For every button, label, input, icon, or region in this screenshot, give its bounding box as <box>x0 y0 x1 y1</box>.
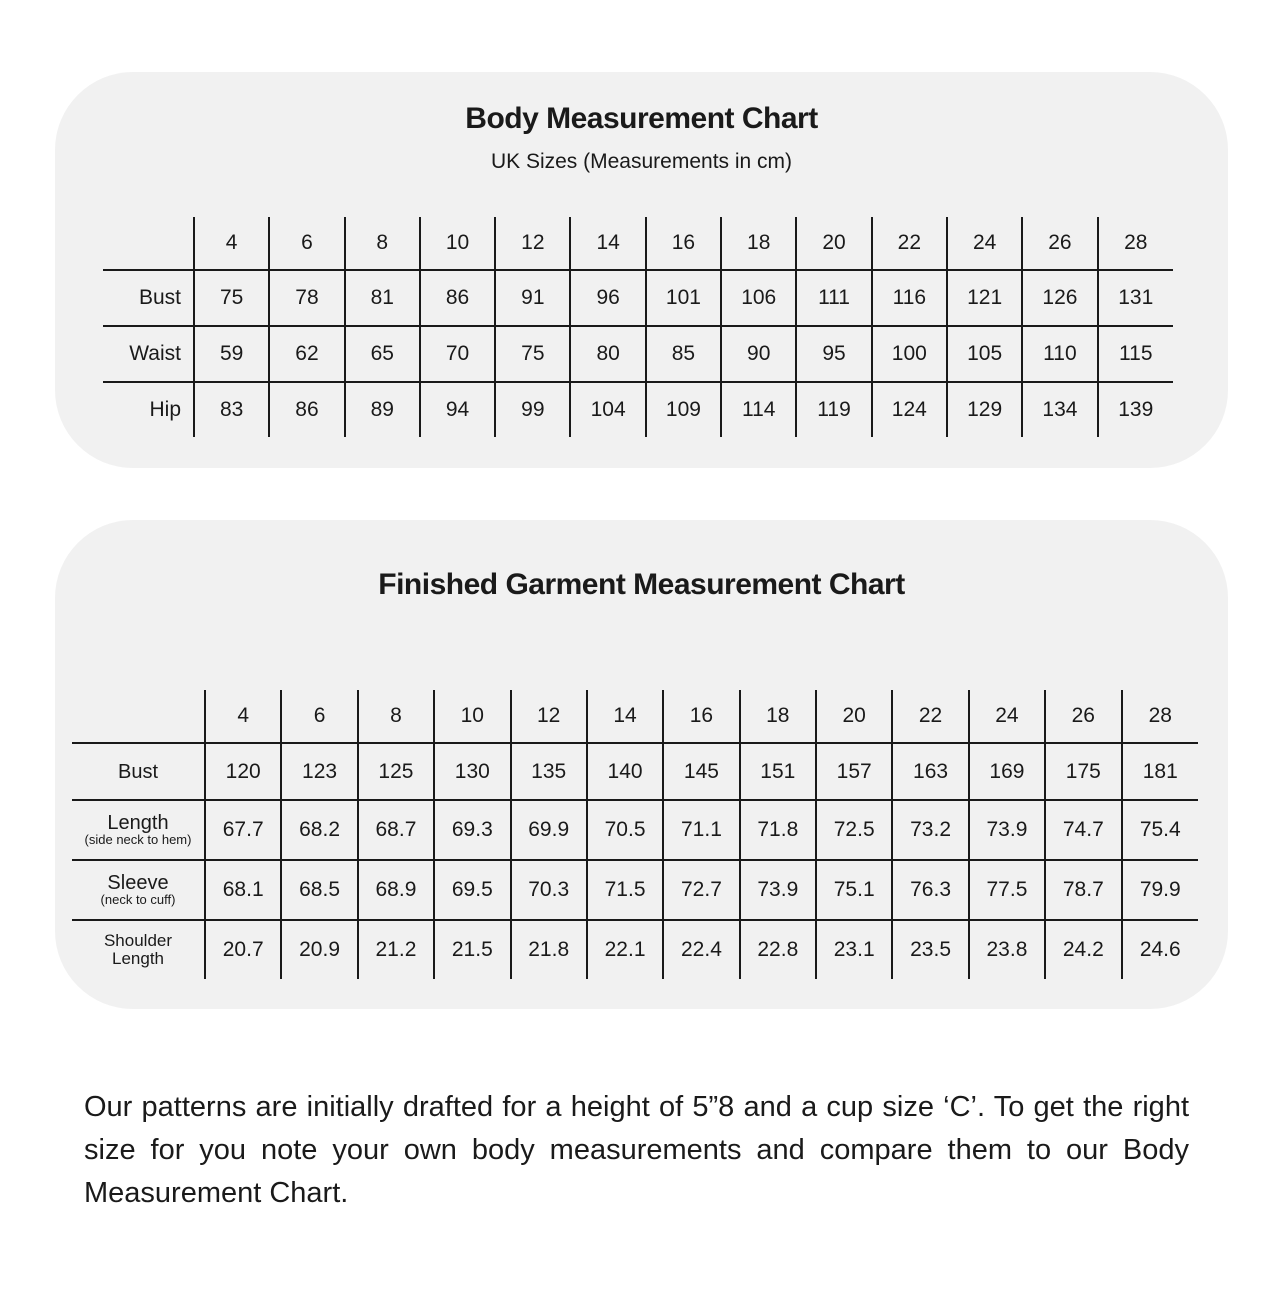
measurement-cell: 110 <box>1022 326 1097 382</box>
measurement-cell: 175 <box>1045 743 1121 800</box>
garment-measurement-card <box>55 520 1228 1009</box>
measurement-cell: 68.1 <box>205 860 281 920</box>
measurement-cell: 78.7 <box>1045 860 1121 920</box>
measurement-cell: 75 <box>194 270 269 326</box>
measurement-cell: 181 <box>1122 743 1199 800</box>
table-row <box>72 800 1198 860</box>
measurement-cell: 126 <box>1022 270 1097 326</box>
measurement-cell: 62 <box>269 326 344 382</box>
measurement-cell: 23.1 <box>816 920 892 979</box>
measurement-cell: 151 <box>740 743 816 800</box>
measurement-cell: 73.9 <box>740 860 816 920</box>
measurement-cell: 71.1 <box>663 800 739 860</box>
size-header: 26 <box>1022 217 1097 270</box>
size-header: 28 <box>1098 217 1173 270</box>
measurement-cell: 131 <box>1098 270 1173 326</box>
measurement-cell: 85 <box>646 326 721 382</box>
measurement-cell: 67.7 <box>205 800 281 860</box>
row-label-main: Sleeve <box>107 872 169 894</box>
measurement-cell: 72.5 <box>816 800 892 860</box>
measurement-cell: 140 <box>587 743 663 800</box>
measurement-cell: 72.7 <box>663 860 739 920</box>
size-header: 18 <box>721 217 796 270</box>
table-corner <box>103 217 194 270</box>
table-row <box>72 860 1198 920</box>
measurement-cell: 130 <box>434 743 510 800</box>
size-header: 18 <box>740 690 816 743</box>
row-label <box>72 920 205 979</box>
measurement-cell: 71.5 <box>587 860 663 920</box>
table-corner <box>72 690 205 743</box>
measurement-cell: 23.5 <box>892 920 968 979</box>
measurement-cell: 74.7 <box>1045 800 1121 860</box>
measurement-cell: 75 <box>495 326 570 382</box>
measurement-cell: 70.5 <box>587 800 663 860</box>
measurement-cell: 114 <box>721 382 796 437</box>
row-label: Hip <box>103 382 194 437</box>
measurement-cell: 70 <box>420 326 495 382</box>
measurement-cell: 105 <box>947 326 1022 382</box>
measurement-cell: 68.2 <box>281 800 357 860</box>
row-label <box>72 800 205 860</box>
measurement-cell: 83 <box>194 382 269 437</box>
measurement-cell: 68.5 <box>281 860 357 920</box>
size-header: 12 <box>495 217 570 270</box>
measurement-cell: 22.1 <box>587 920 663 979</box>
measurement-cell: 21.5 <box>434 920 510 979</box>
size-header: 28 <box>1122 690 1199 743</box>
measurement-cell: 24.2 <box>1045 920 1121 979</box>
measurement-cell: 115 <box>1098 326 1173 382</box>
measurement-cell: 111 <box>796 270 871 326</box>
measurement-cell: 99 <box>495 382 570 437</box>
measurement-cell: 95 <box>796 326 871 382</box>
measurement-cell: 21.2 <box>358 920 434 979</box>
row-label-main: Length <box>107 812 169 834</box>
garment-chart-title: Finished Garment Measurement Chart <box>378 568 905 601</box>
size-header: 6 <box>269 217 344 270</box>
measurement-cell: 24.6 <box>1122 920 1199 979</box>
size-header: 22 <box>892 690 968 743</box>
measurement-cell: 76.3 <box>892 860 968 920</box>
measurement-cell: 78 <box>269 270 344 326</box>
size-header: 4 <box>194 217 269 270</box>
measurement-cell: 59 <box>194 326 269 382</box>
row-label-main: Bust <box>117 760 159 783</box>
size-header: 20 <box>816 690 892 743</box>
measurement-cell: 81 <box>345 270 420 326</box>
measurement-cell: 70.3 <box>511 860 587 920</box>
measurement-cell: 73.9 <box>969 800 1045 860</box>
measurement-cell: 80 <box>570 326 645 382</box>
size-header-row <box>72 690 1198 743</box>
table-row <box>103 382 1173 437</box>
size-header: 20 <box>796 217 871 270</box>
size-header: 22 <box>872 217 947 270</box>
row-label <box>72 743 205 800</box>
measurement-cell: 119 <box>796 382 871 437</box>
measurement-cell: 75.1 <box>816 860 892 920</box>
measurement-cell: 100 <box>872 326 947 382</box>
measurement-cell: 77.5 <box>969 860 1045 920</box>
garment-measurement-table <box>72 690 1198 979</box>
measurement-cell: 20.9 <box>281 920 357 979</box>
body-chart-subtitle: UK Sizes (Measurements in cm) <box>490 150 793 173</box>
size-header: 14 <box>570 217 645 270</box>
row-label-sub: (neck to cuff) <box>100 892 176 907</box>
measurement-cell: 120 <box>205 743 281 800</box>
row-label: Bust <box>103 270 194 326</box>
measurement-cell: 121 <box>947 270 1022 326</box>
measurement-cell: 89 <box>345 382 420 437</box>
measurement-cell: 69.3 <box>434 800 510 860</box>
size-header: 10 <box>434 690 510 743</box>
measurement-cell: 90 <box>721 326 796 382</box>
body-chart-title: Body Measurement Chart <box>465 102 818 135</box>
measurement-cell: 20.7 <box>205 920 281 979</box>
size-header: 4 <box>205 690 281 743</box>
size-header-row <box>103 217 1173 270</box>
size-header: 16 <box>663 690 739 743</box>
measurement-cell: 79.9 <box>1122 860 1199 920</box>
measurement-cell: 106 <box>721 270 796 326</box>
measurement-cell: 124 <box>872 382 947 437</box>
size-header: 10 <box>420 217 495 270</box>
size-header: 14 <box>587 690 663 743</box>
measurement-cell: 86 <box>420 270 495 326</box>
table-row <box>103 326 1173 382</box>
measurement-cell: 134 <box>1022 382 1097 437</box>
measurement-cell: 71.8 <box>740 800 816 860</box>
size-header: 24 <box>969 690 1045 743</box>
size-header: 16 <box>646 217 721 270</box>
measurement-cell: 22.8 <box>740 920 816 979</box>
body-measurement-table <box>103 217 1173 437</box>
measurement-cell: 21.8 <box>511 920 587 979</box>
measurement-cell: 129 <box>947 382 1022 437</box>
measurement-cell: 22.4 <box>663 920 739 979</box>
row-label-sub: (side neck to hem) <box>84 832 192 847</box>
measurement-cell: 69.9 <box>511 800 587 860</box>
row-label <box>72 860 205 920</box>
table-row <box>103 270 1173 326</box>
size-header: 12 <box>511 690 587 743</box>
measurement-cell: 75.4 <box>1122 800 1199 860</box>
sizing-note: Our patterns are initially drafted for a height of 5”8 and a cup size ‘C’. To get the right size for you note your own body measurements and compare them to our Body Measurement Chart. <box>84 1091 1189 1209</box>
table-row <box>72 920 1198 979</box>
measurement-cell: 157 <box>816 743 892 800</box>
size-header: 8 <box>358 690 434 743</box>
measurement-cell: 169 <box>969 743 1045 800</box>
measurement-cell: 73.2 <box>892 800 968 860</box>
measurement-cell: 23.8 <box>969 920 1045 979</box>
measurement-cell: 104 <box>570 382 645 437</box>
measurement-cell: 145 <box>663 743 739 800</box>
measurement-cell: 96 <box>570 270 645 326</box>
measurement-cell: 116 <box>872 270 947 326</box>
measurement-cell: 65 <box>345 326 420 382</box>
measurement-cell: 68.9 <box>358 860 434 920</box>
measurement-cell: 135 <box>511 743 587 800</box>
measurement-cell: 123 <box>281 743 357 800</box>
measurement-cell: 139 <box>1098 382 1173 437</box>
row-label: Waist <box>103 326 194 382</box>
row-label-main: Shoulder <box>103 931 173 950</box>
measurement-cell: 86 <box>269 382 344 437</box>
table-row <box>72 743 1198 800</box>
size-header: 8 <box>345 217 420 270</box>
measurement-cell: 91 <box>495 270 570 326</box>
measurement-cell: 68.7 <box>358 800 434 860</box>
measurement-cell: 125 <box>358 743 434 800</box>
body-measurement-card <box>55 72 1228 468</box>
size-header: 6 <box>281 690 357 743</box>
size-header: 24 <box>947 217 1022 270</box>
measurement-cell: 109 <box>646 382 721 437</box>
size-header: 26 <box>1045 690 1121 743</box>
measurement-cell: 94 <box>420 382 495 437</box>
measurement-cell: 101 <box>646 270 721 326</box>
measurement-cell: 69.5 <box>434 860 510 920</box>
row-label-sub: Length <box>112 949 164 968</box>
measurement-cell: 163 <box>892 743 968 800</box>
